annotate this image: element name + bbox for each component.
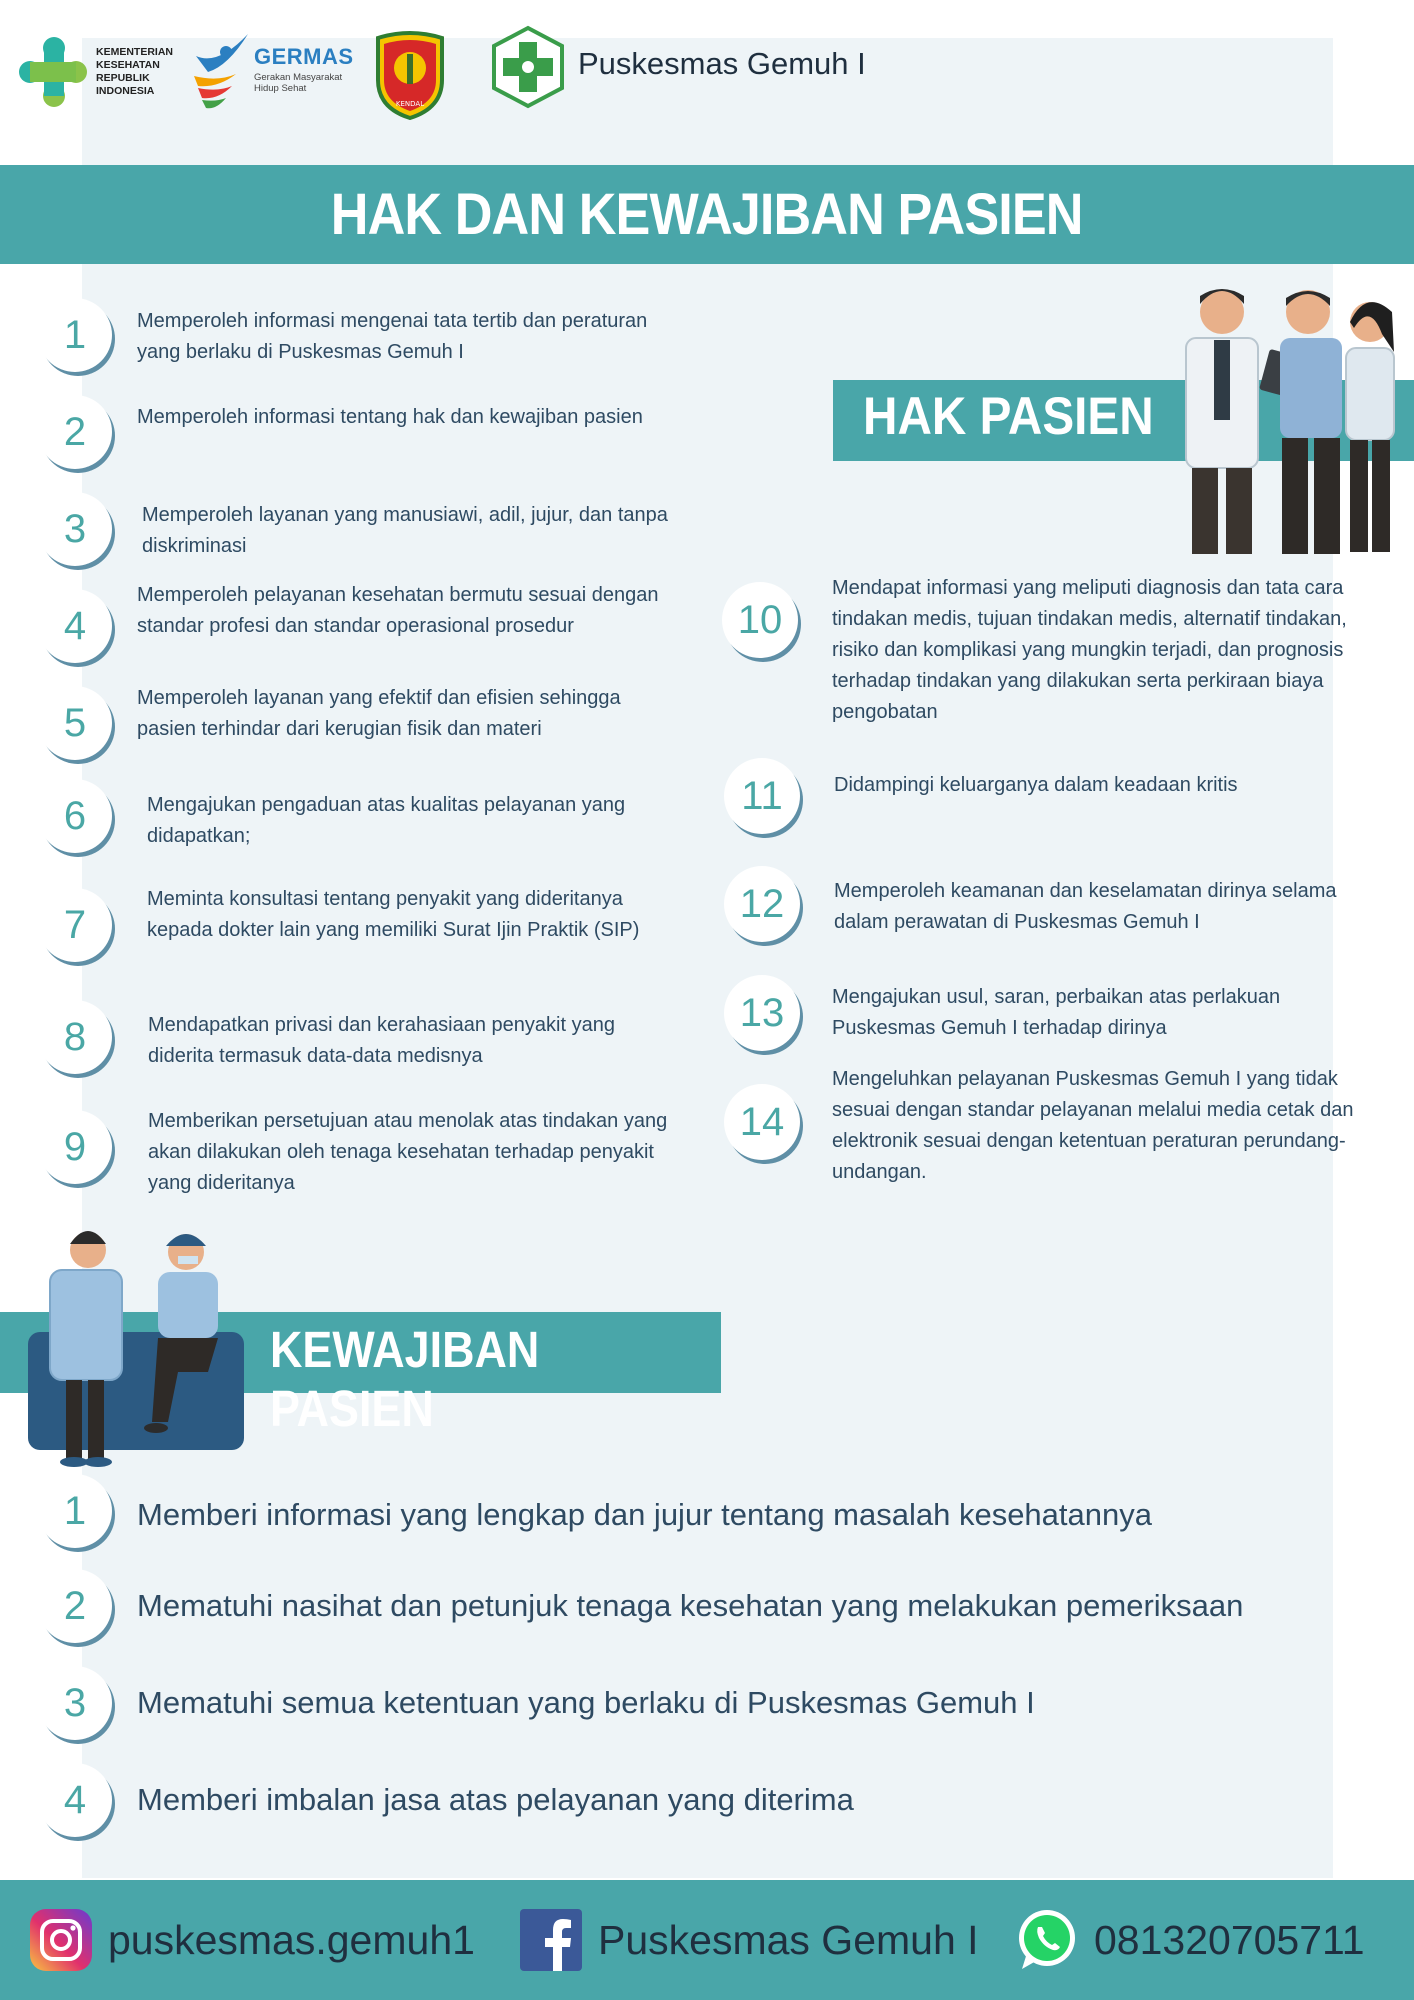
hak-item-13: Mengajukan usul, saran, perbaikan atas perlakuan Puskesmas Gemuh I terhadap dirinya [832,986,1281,1039]
nurse-patient-illustration [28,1222,248,1468]
hak-number-12: 12 [724,866,800,942]
kemenkes-logo [14,34,184,114]
doctor-patients-icon [1170,282,1410,564]
hak-item-1: Memperoleh informasi mengenai tata tertib dan peraturan yang berlaku di Puskesmas Gemuh I [137,310,648,363]
puskesmas-name: Puskesmas Gemuh I [578,46,866,81]
kewajiban-pasien-heading: KEWAJIBAN PASIEN [270,1321,540,1437]
footer-contact-bar [0,1880,1414,2000]
kewajiban-number-3: 3 [38,1666,112,1740]
hak-number-3: 3 [38,492,112,566]
whatsapp-icon [1014,1907,1080,1973]
hak-number-14: 14 [724,1084,800,1160]
hak-number-11: 11 [724,758,800,834]
hak-item-2: Memperoleh informasi tentang hak dan kewajiban pasien [137,406,643,428]
instagram-icon [28,1907,94,1973]
whatsapp-contact[interactable] [1014,1880,1365,2000]
facebook-icon [518,1907,584,1973]
hak-number-4: 4 [38,589,112,663]
germas-title: GERMAS [254,44,354,69]
whatsapp-number: 081320705711 [1094,1916,1365,1963]
hak-number-13: 13 [724,975,800,1051]
germas-logo [188,26,358,112]
instagram-contact[interactable] [28,1880,475,2000]
kewajiban-item-3: Mematuhi semua ketentuan yang berlaku di Puskesmas Gemuh I [137,1685,1035,1720]
hak-item-7: Meminta konsultasi tentang penyakit yang dideritanya kepada dokter lain yang memiliki Surat Ijin Praktik (SIP) [147,888,640,941]
hak-item-5: Memperoleh layanan yang efektif dan efisien sehingga pasien terhindar dari kerugian fisik dan materi [137,687,621,740]
hak-number-1: 1 [38,298,112,372]
kemenkes-text: KEMENTERIAN KESEHATAN REPUBLIK INDONESIA [96,46,174,97]
kendal-emblem [370,28,450,120]
hak-item-4: Memperoleh pelayanan kesehatan bermutu sesuai dengan standar profesi dan standar operasional prosedur [137,584,659,637]
facebook-page-name: Puskesmas Gemuh I [598,1916,979,1963]
kewajiban-number-2: 2 [38,1569,112,1643]
kewajiban-number-4: 4 [38,1763,112,1837]
hak-item-3: Memperoleh layanan yang manusiawi, adil, jujur, dan tanpa diskriminasi [142,504,668,557]
page-title: HAK DAN KEWAJIBAN PASIEN [331,182,1083,247]
instagram-handle: puskesmas.gemuh1 [108,1916,475,1963]
hak-item-14: Mengeluhkan pelayanan Puskesmas Gemuh I yang tidak sesuai dengan standar pelayanan melalui media cetak dan elektronik sesuai dengan ketentuan peraturan perundang-undangan. [832,1068,1354,1183]
hak-item-9: Memberikan persetujuan atau menolak atas tindakan yang akan dilakukan oleh tenaga kesehatan terhadap penyakit yang dideritanya [148,1110,668,1194]
hak-number-5: 5 [38,686,112,760]
germas-figure-icon [188,26,258,112]
doctor-patients-illustration [1170,282,1410,564]
puskesmas-logo [488,24,568,110]
kewajiban-item-4: Memberi imbalan jasa atas pelayanan yang diterima [137,1782,854,1817]
hak-item-8: Mendapatkan privasi dan kerahasiaan penyakit yang diderita termasuk data-data medisnya [148,1014,615,1067]
hak-number-7: 7 [38,888,112,962]
hak-number-10: 10 [722,582,798,658]
hak-item-10: Mendapat informasi yang meliputi diagnosis dan tata cara tindakan medis, tujuan tindakan medis, alternatif tindakan, risiko dan komplikasi yang mungkin terjadi, dan prognosis terhadap tindakan yang dilakukan serta perkiraan biaya pengobatan [832,577,1347,723]
germas-subtitle: Gerakan Masyarakat Hidup Sehat [254,72,343,94]
kemenkes-icon [14,34,94,114]
kendal-label: KENDAL [395,100,425,108]
hak-item-6: Mengajukan pengaduan atas kualitas pelayanan yang didapatkan; [147,794,626,847]
hak-item-12: Memperoleh keamanan dan keselamatan dirinya selama dalam perawatan di Puskesmas Gemuh I [834,880,1337,933]
kendal-shield-icon [370,28,450,120]
kewajiban-item-2: Mematuhi nasihat dan petunjuk tenaga kesehatan yang melakukan pemeriksaan [137,1588,1244,1623]
nurse-patient-icon [28,1222,248,1468]
hak-number-8: 8 [38,1000,112,1074]
kewajiban-item-1: Memberi informasi yang lengkap dan jujur tentang masalah kesehatannya [137,1497,1152,1532]
facebook-contact[interactable] [518,1880,979,2000]
hak-number-9: 9 [38,1110,112,1184]
puskesmas-cross-icon [488,24,568,110]
hak-item-11: Didampingi keluarganya dalam keadaan kritis [834,774,1238,796]
hak-number-6: 6 [38,779,112,853]
hak-pasien-heading: HAK PASIEN [863,387,1154,446]
hak-number-2: 2 [38,395,112,469]
title-band [0,165,1414,264]
kewajiban-number-1: 1 [38,1474,112,1548]
